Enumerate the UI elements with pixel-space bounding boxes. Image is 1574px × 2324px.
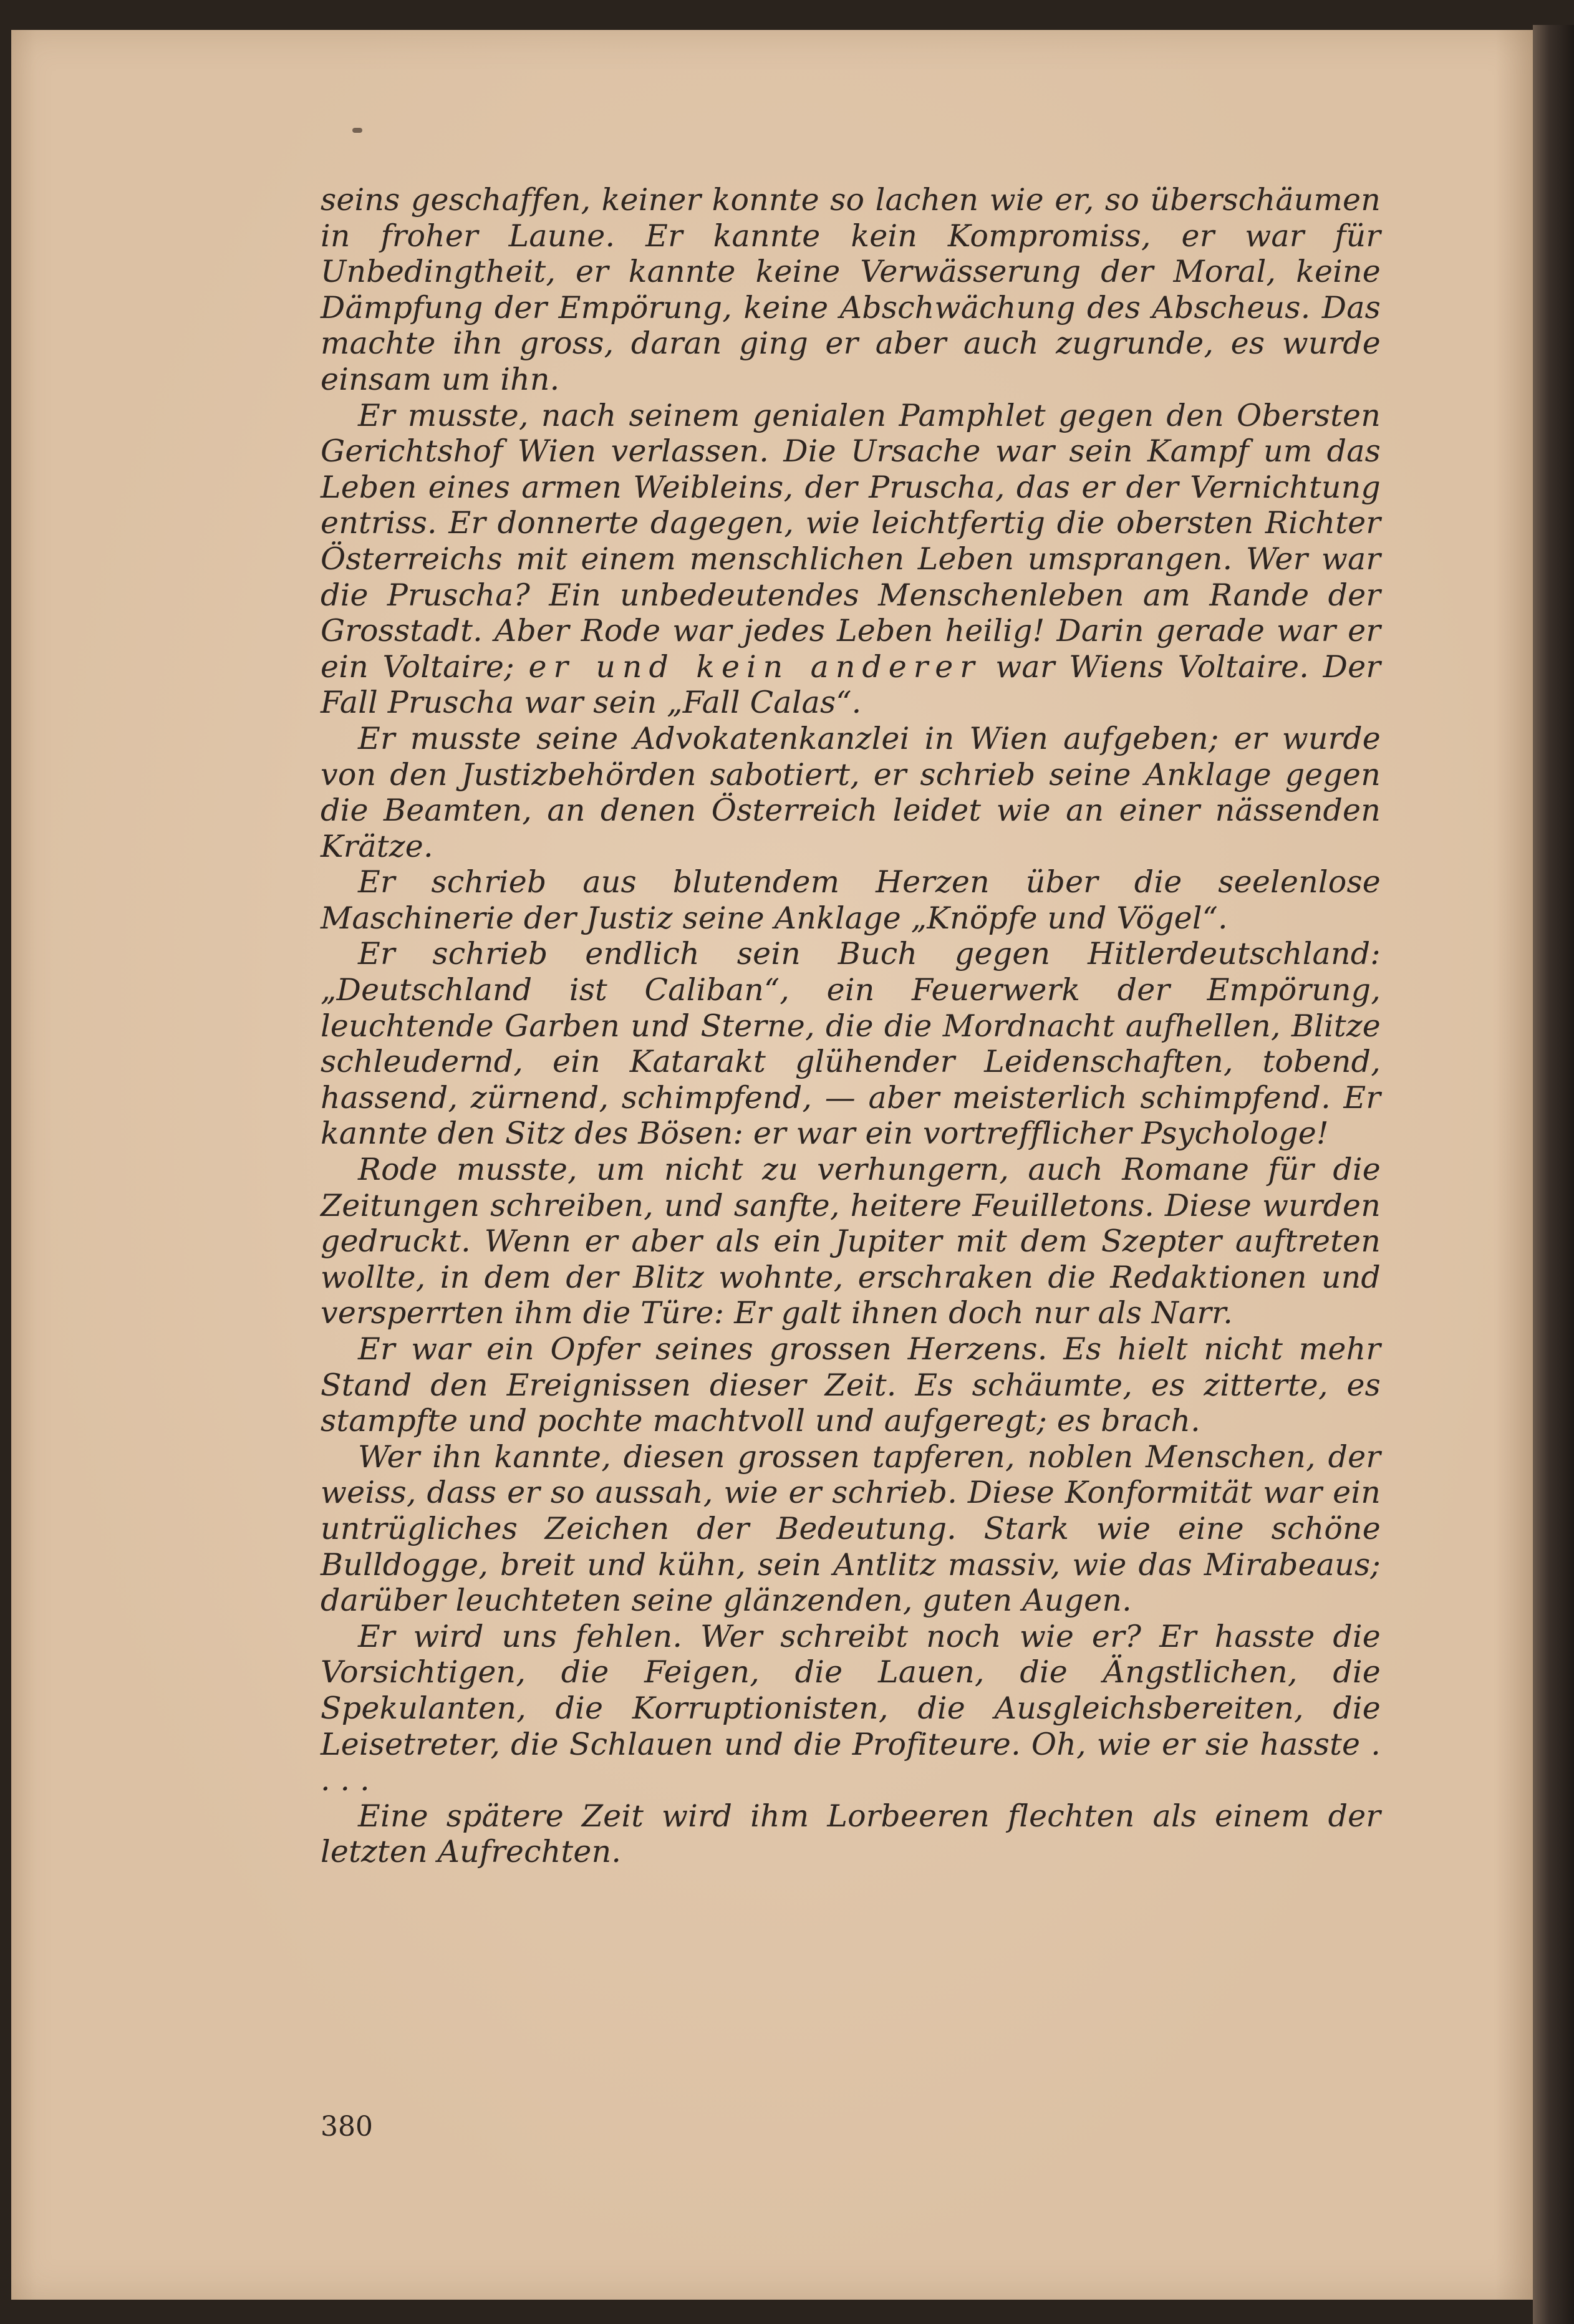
paragraph-8: Wer ihn kannte, diesen grossen tapferen, noblen Menschen, der weiss, dass er so aussah, wie er schrieb. Diese Konformität war ein untrügliches Zeichen der Bedeutung. Stark wie eine schöne Bulldogge, breit und kühn, sein Antlitz massiv, wie das Mirabeaus; darüber leuchteten seine glänzenden, guten Augen. bbox=[321, 1439, 1381, 1619]
page-number: 380 bbox=[321, 2111, 373, 2143]
ink-mark bbox=[352, 128, 362, 133]
paragraph-3: Er musste seine Advokatenkanzlei in Wien aufgeben; er wurde von den Justizbehörden sabotiert, er schrieb seine Anklage gegen die Beamten, an denen Österreich leidet wie an einer nässenden Krätze. bbox=[321, 720, 1381, 864]
paragraph-9: Er wird uns fehlen. Wer schreibt noch wie er? Er hasste die Vorsichtigen, die Feigen, die Lauen, die Ängstlichen, die Spekulanten, die Korruptionisten, die Ausgleichsbereiten, die Leisetreter, die Schlauen und die Profiteure. Oh, wie er sie hasste . . . . bbox=[321, 1618, 1381, 1798]
spaced-emphasis: er und kein anderer bbox=[528, 649, 982, 685]
paragraph-4: Er schrieb aus blutendem Herzen über die seelenlose Maschinerie der Justiz seine Anklage „Knöpfe und Vögel“. bbox=[321, 864, 1381, 936]
paragraph-2-text: Er musste, nach seinem genialen Pamphlet gegen den Obersten Gerichtshof Wien verlassen. Die Ursache war sein Kampf um das Leben eines armen Weibleins, der Pruscha, das er der Vernichtung entriss. Er donnerte dagegen, wie leichtfertig die obersten Richter Österreichs mit einem menschlichen Leben umsprangen. Wer war die Pruscha? Ein unbedeutendes Menschenleben am Rande der Grosstadt. Aber Rode war jedes Leben heilig! Darin gerade war er ein Voltaire; bbox=[321, 397, 1381, 685]
paragraph-5: Er schrieb endlich sein Buch gegen Hitlerdeutschland: „Deutschland ist Caliban“, ein Feuerwerk der Empörung, leuchtende Garben und Sterne, die die Mordnacht aufhellen, Blitze schleudernd, ein Katarakt glühender Leidenschaften, tobend, hassend, zürnend, schimpfend, — aber meisterlich schimpfend. Er kannte den Sitz des Bösen: er war ein vortrefflicher Psychologe! bbox=[321, 936, 1381, 1152]
paragraph-2-tail: war Wiens Voltaire. Der Fall Pruscha war sein „Fall Calas“. bbox=[321, 649, 1381, 721]
paragraph-7: Er war ein Opfer seines grossen Herzens. Es hielt nicht mehr Stand den Ereignissen dieser Zeit. Es schäumte, es zitterte, es stampfte und pochte machtvoll und aufgeregt; es brach. bbox=[321, 1331, 1381, 1439]
paragraph-10: Eine spätere Zeit wird ihm Lorbeeren flechten als einem der letzten Aufrechten. bbox=[321, 1798, 1381, 1870]
body-text bbox=[321, 182, 1381, 1870]
paragraph-1: seins geschaffen, keiner konnte so lachen wie er, so überschäumen in froher Laune. Er kannte kein Kompromiss, er war für Unbedingtheit, er kannte keine Verwässerung der Moral, keine Dämpfung der Empörung, keine Abschwächung des Abscheus. Das machte ihn gross, daran ging er aber auch zugrunde, es wurde einsam um ihn. bbox=[321, 182, 1381, 397]
paragraph-6: Rode musste, um nicht zu verhungern, auch Romane für die Zeitungen schreiben, und sanfte, heitere Feuilletons. Diese wurden gedruckt. Wenn er aber als ein Jupiter mit dem Szepter auftreten wollte, in dem der Blitz wohnte, erschraken die Redaktionen und versperrten ihm die Türe: Er galt ihnen doch nur als Narr. bbox=[321, 1152, 1381, 1331]
book-binding-edge bbox=[1533, 25, 1574, 2324]
paragraph-2 bbox=[321, 398, 1381, 721]
